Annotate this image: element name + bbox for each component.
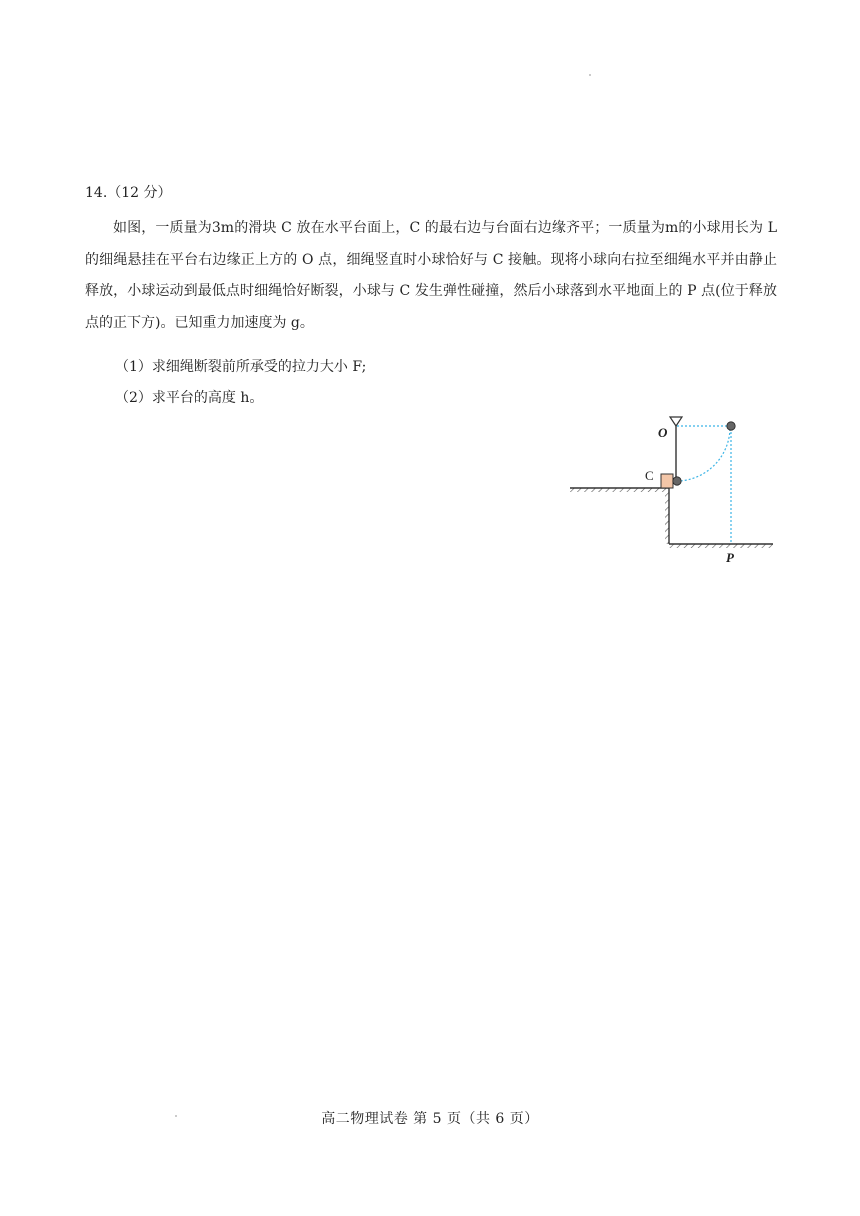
- page-footer: 高二物理试卷 第 5 页（共 6 页）: [321, 1111, 539, 1127]
- label-c: C: [645, 468, 654, 483]
- ball-released: [727, 422, 735, 430]
- block-c: [661, 474, 673, 488]
- label-o: O: [658, 425, 668, 440]
- physics-diagram: [565, 412, 780, 572]
- dashed-arc: [679, 429, 730, 481]
- problem-statement: 如图，一质量为3m的滑块 C 放在水平台面上，C 的最右边与台面右边缘齐平；一质量为m的小球用长为 L 的细绳悬挂在平台右边缘正上方的 O 点，细绳竖直时小球恰好与 C 接触。现将小球向右拉至细绳水平并由静止释放，小球运动到最低点时细绳恰好断裂，小球与 C 发生弹性碰撞，然后小球落到水平地面上的 P 点(位于释放点的正下方)。已知重力加速度为 g。: [85, 220, 777, 331]
- question-1: （1）求细绳断裂前所承受的拉力大小 F;: [115, 359, 367, 375]
- pivot-o-icon: [670, 417, 682, 426]
- label-p: P: [726, 550, 734, 565]
- question-2: （2）求平台的高度 h。: [115, 390, 264, 406]
- ball-bottom: [673, 477, 681, 485]
- stray-mark-top: [589, 74, 591, 76]
- problem-number: 14.（12 分）: [85, 185, 172, 201]
